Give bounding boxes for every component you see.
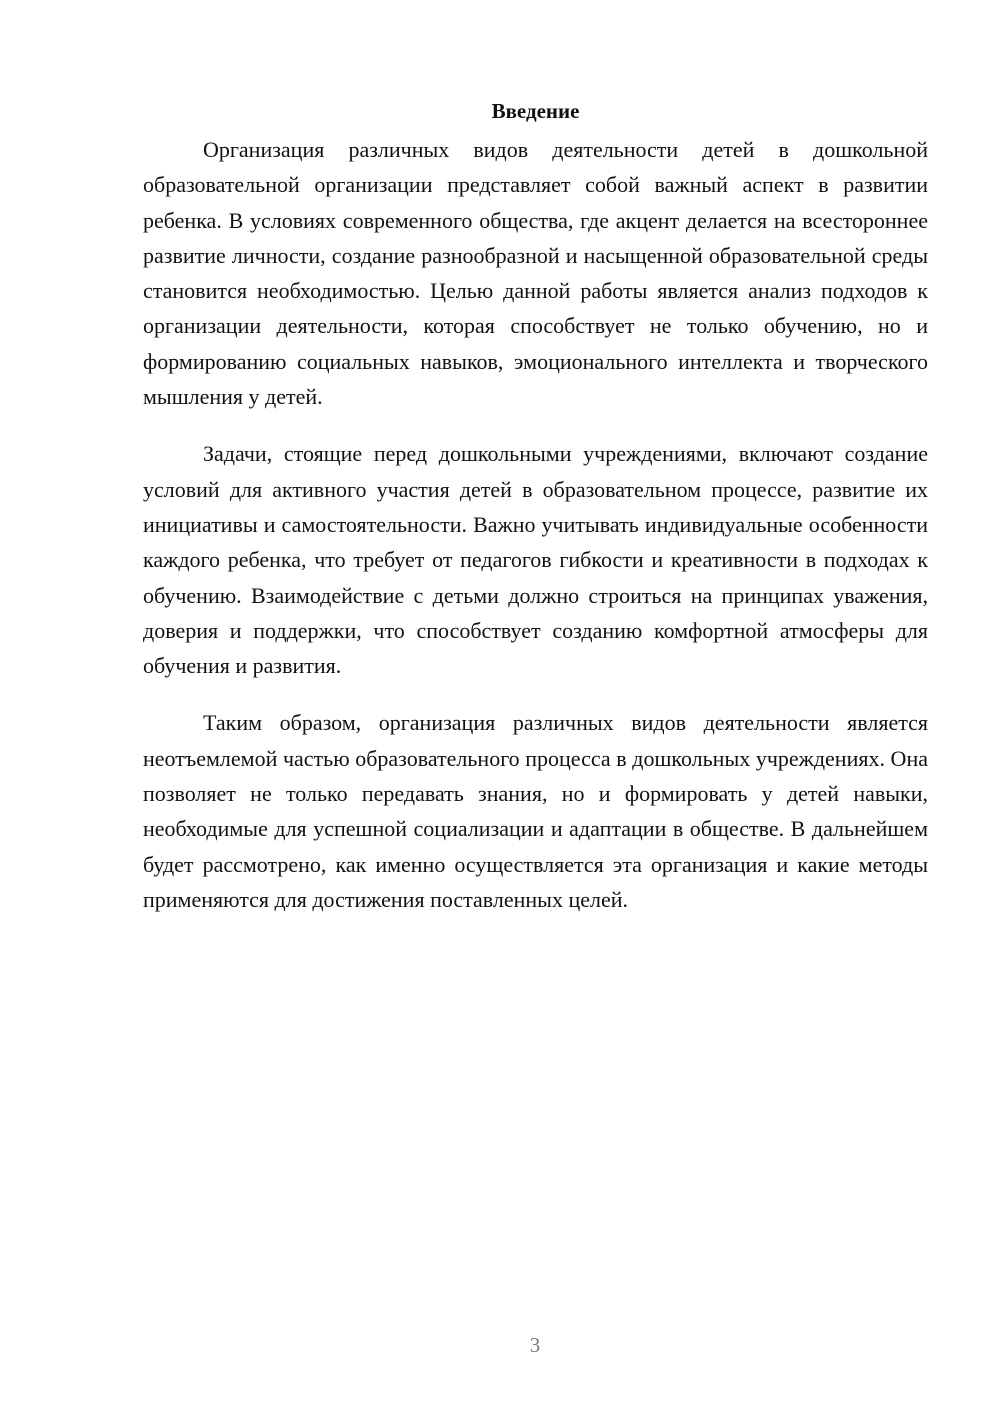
section-title: Введение <box>491 99 580 123</box>
paragraph-2: Задачи, стоящие перед дошкольными учреждениями, включают создание условий для активного участия детей в образовательном процессе, развитие их инициативы и самостоятельности. Важно учитывать индивидуальные особенности каждого ребенка, что требует от педагогов гибкости и креативности в подходах к обучению. Взаимодействие с детьми должно строиться на принципах уважения, доверия и поддержки, что способствует созданию комфортной атмосферы для обучения и развития. <box>143 441 928 679</box>
paragraph-3: Таким образом, организация различных видов деятельности является неотъемлемой частью образовательного процесса в дошкольных учреждениях. Она позволяет не только передавать знания, но и формировать у детей навыки, необходимые для успешной социализации и адаптации в обществе. В дальнейшем будет рассмотрено, как именно осуществляется эта организация и какие методы применяются для достижения поставленных целей. <box>143 710 928 912</box>
page-number: 3 <box>529 1333 541 1357</box>
page-content <box>143 98 928 939</box>
paragraph-1: Организация различных видов деятельности детей в дошкольной образовательной организации представляет собой важный аспект в развитии ребенка. В условиях современного общества, где акцент делается на всестороннее развитие личности, создание разнообразной и насыщенной образовательной среды становится необходимостью. Целью данной работы является анализ подходов к организации деятельности, которая способствует не только обучению, но и формированию социальных навыков, эмоционального интеллекта и творческого мышления у детей. <box>143 137 928 410</box>
